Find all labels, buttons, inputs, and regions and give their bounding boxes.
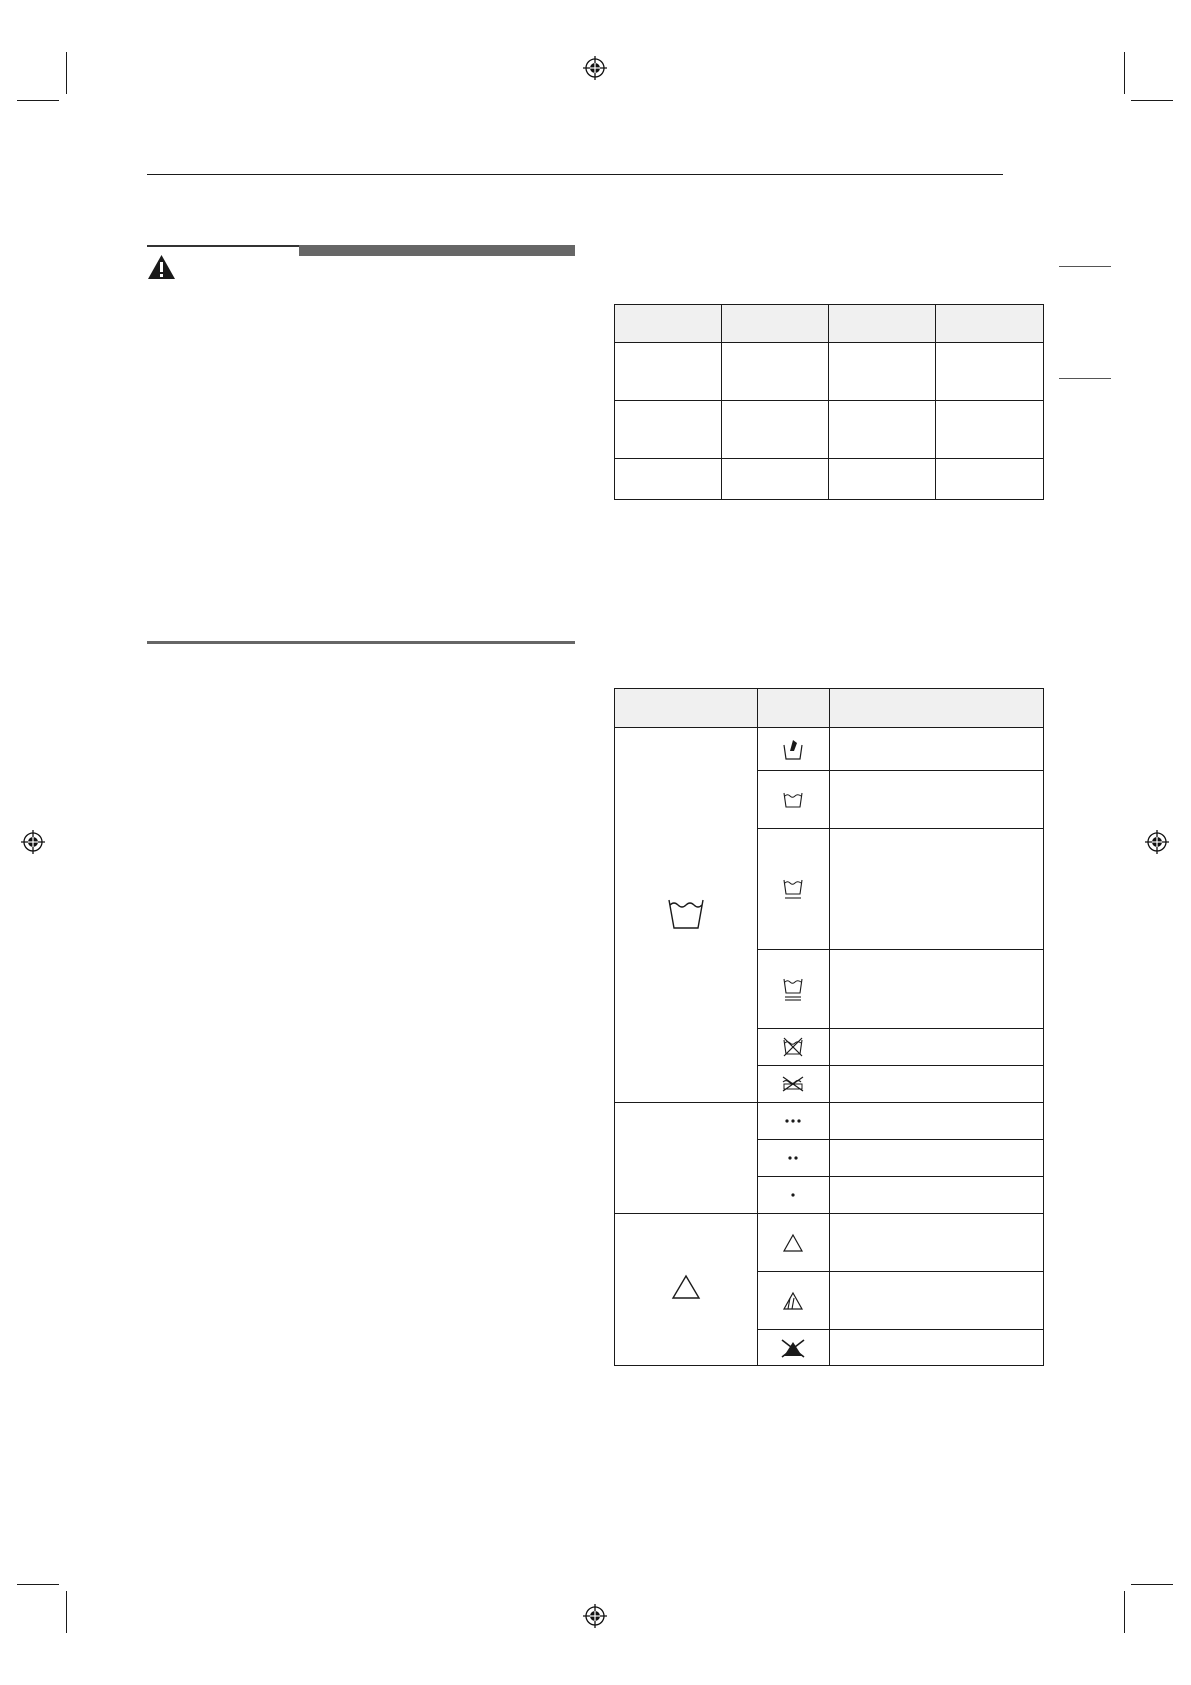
do-not-bleach-icon <box>779 1338 807 1358</box>
spec-header-cell <box>615 305 722 343</box>
side-tab-mark-bottom <box>1059 378 1111 379</box>
care-symbol-cell <box>757 771 829 829</box>
care-description-cell <box>829 950 1043 1029</box>
header-rule <box>147 174 1003 175</box>
spec-cell <box>721 343 828 401</box>
care-symbol-cell <box>757 1066 829 1103</box>
washtub-icon <box>667 896 705 930</box>
spec-table-header-row <box>615 305 1044 343</box>
spec-cell <box>721 459 828 500</box>
care-group-washing <box>615 728 758 1103</box>
care-symbol-cell <box>757 728 829 771</box>
spec-cell <box>936 343 1044 401</box>
spec-table-row <box>615 401 1044 459</box>
care-symbols-table <box>614 688 1044 1366</box>
spec-table-row <box>615 459 1044 500</box>
spec-table-row <box>615 343 1044 401</box>
bleach-triangle-icon <box>671 1274 701 1300</box>
wash-tub-icon <box>782 790 804 810</box>
care-symbol-cell <box>757 1103 829 1140</box>
care-description-cell <box>829 1177 1043 1214</box>
spec-cell <box>615 459 722 500</box>
care-symbol-cell <box>757 1140 829 1177</box>
care-symbol-cell <box>757 1029 829 1066</box>
care-header-cell <box>615 689 758 728</box>
care-table-row <box>615 1103 1044 1140</box>
two-dots-icon <box>787 1155 799 1161</box>
care-description-cell <box>829 1029 1043 1066</box>
spec-header-cell <box>828 305 936 343</box>
care-description-cell <box>829 1272 1043 1330</box>
spec-cell <box>828 459 936 500</box>
warning-triangle-icon <box>147 254 176 280</box>
registration-mark-bottom-icon <box>583 1604 607 1628</box>
do-not-wring-icon <box>780 1075 806 1093</box>
care-description-cell <box>829 1066 1043 1103</box>
registration-mark-top-icon <box>583 56 607 80</box>
registration-mark-right-icon <box>1145 830 1169 854</box>
care-symbol-cell <box>757 1272 829 1330</box>
care-description-cell <box>829 771 1043 829</box>
wash-tub-very-gentle-icon <box>782 976 804 1003</box>
care-description-cell <box>829 1140 1043 1177</box>
hand-wash-icon <box>782 737 804 761</box>
care-symbol-cell <box>757 1177 829 1214</box>
care-description-cell <box>829 829 1043 950</box>
care-description-cell <box>829 1214 1043 1272</box>
spec-cell <box>936 459 1044 500</box>
care-group-bleaching <box>615 1214 758 1366</box>
warning-header-bar <box>299 245 575 256</box>
care-header-cell <box>829 689 1043 728</box>
spec-cell <box>721 401 828 459</box>
section-divider-rule <box>147 641 575 644</box>
care-symbol-cell <box>757 829 829 950</box>
care-group-dots <box>615 1103 758 1214</box>
registration-mark-left-icon <box>21 830 45 854</box>
care-description-cell <box>829 1103 1043 1140</box>
one-dot-icon <box>790 1192 796 1198</box>
non-chlorine-bleach-icon <box>782 1291 804 1311</box>
spec-cell <box>828 343 936 401</box>
spec-cell <box>615 401 722 459</box>
spec-table <box>614 304 1044 500</box>
do-not-wash-icon <box>782 1037 804 1057</box>
side-tab-mark-top <box>1059 266 1111 267</box>
spec-cell <box>615 343 722 401</box>
wash-tub-gentle-icon <box>782 877 804 901</box>
care-symbol-cell <box>757 1330 829 1366</box>
spec-header-cell <box>721 305 828 343</box>
spec-cell <box>828 401 936 459</box>
three-dots-icon <box>784 1118 802 1124</box>
care-description-cell <box>829 728 1043 771</box>
care-table-row <box>615 1214 1044 1272</box>
spec-cell <box>936 401 1044 459</box>
care-header-cell <box>757 689 829 728</box>
care-symbol-cell <box>757 1214 829 1272</box>
spec-header-cell <box>936 305 1044 343</box>
warning-header-thin-rule <box>147 245 299 247</box>
care-description-cell <box>829 1330 1043 1366</box>
care-symbol-cell <box>757 950 829 1029</box>
care-table-row <box>615 728 1044 771</box>
care-table-header-row <box>615 689 1044 728</box>
bleach-triangle-icon <box>782 1233 804 1253</box>
